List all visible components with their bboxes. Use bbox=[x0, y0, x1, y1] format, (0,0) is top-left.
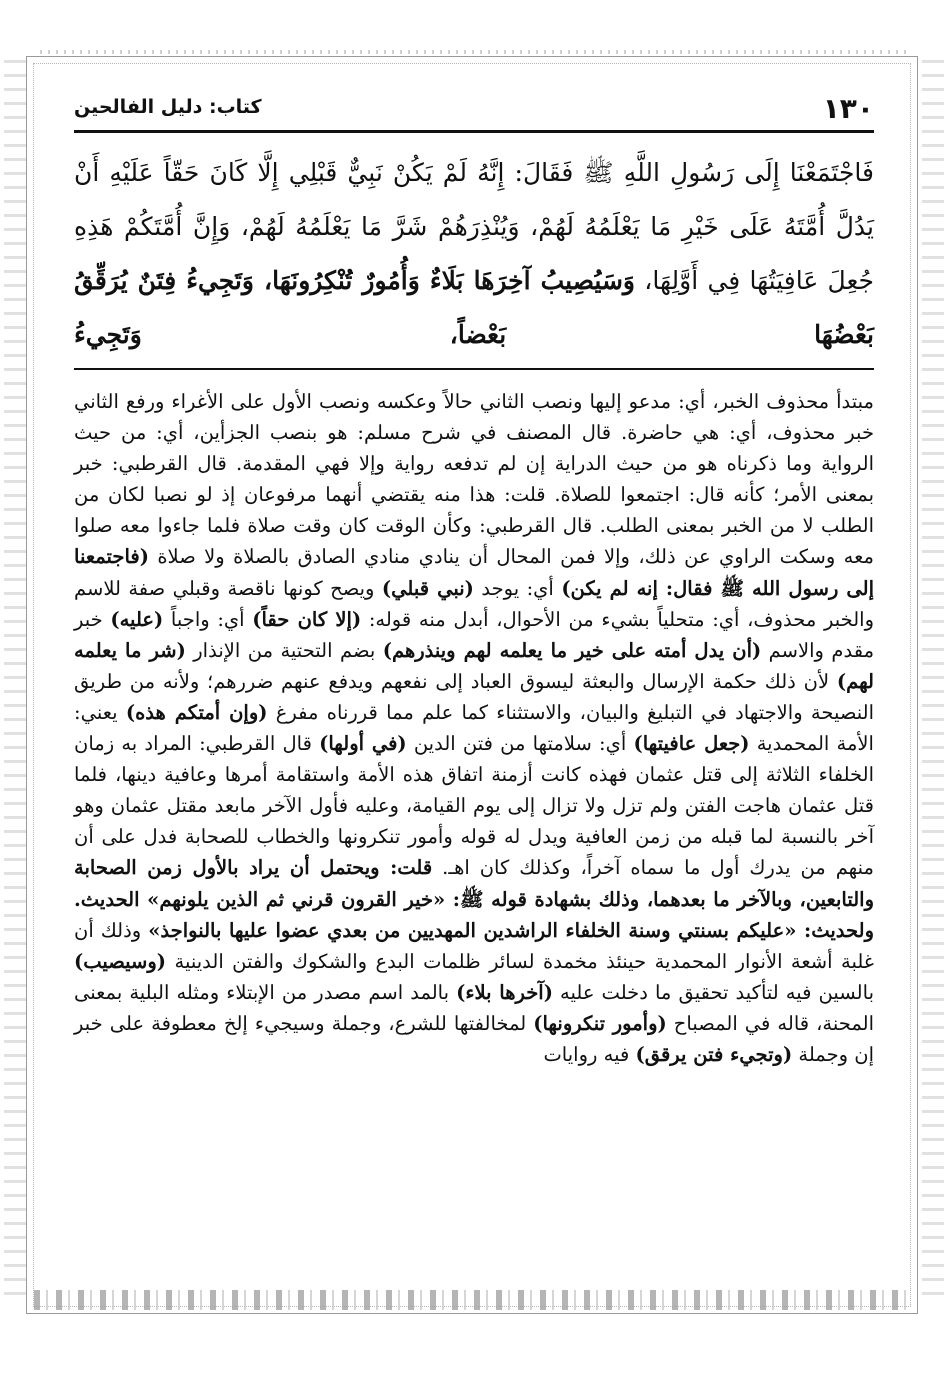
commentary-segment: بضم التحتية من الإنذار bbox=[185, 638, 383, 662]
left-ornament-border bbox=[4, 60, 26, 1300]
commentary-segment-bold: (جعل عافيتها) bbox=[633, 732, 750, 756]
hadith-segment-bold: وَسَيُصِيبُ آخِرَهَا بَلَاءٌ وَأُمُورٌ تُنْكِرُونَهَا، وَتَجِيءُ فِتَنٌ يُرَقِّقُ بَعْضُهَا بَعْضاً، وَتَجِيءُ bbox=[74, 266, 874, 349]
commentary-segment: أي: سلامتها من فتن الدين bbox=[406, 732, 634, 756]
page-number: ١٣٠ bbox=[822, 92, 874, 125]
commentary-segment-bold: (إلا كان حقاً) bbox=[252, 607, 362, 631]
commentary-segment: لأن ذلك حكمة الإرسال والبعثة ليسوق العباد إلى نفعهم ويدفع عنهم ضررهم؛ ولأنه من طريق النصيحة والاجتهاد في التبليغ والبيان، والاستثناء كما علم مما قررناه مفرغ bbox=[74, 669, 874, 724]
commentary-segment-bold: (شر ما يعلمه لهم) bbox=[74, 638, 874, 693]
commentary-segment-bold: (آخرها بلاء) bbox=[456, 980, 553, 1004]
commentary-segment-bold: (نبي قبلي) bbox=[381, 576, 474, 600]
commentary-segment: وذلك أن غلبة أشعة الأنوار المحمدية حينئذ مخمدة لسائر ظلمات البدع والشكوك والفتن الدينية bbox=[74, 918, 874, 973]
commentary-segment-bold: (عليه) bbox=[110, 607, 164, 631]
top-ornament-border bbox=[40, 50, 910, 54]
commentary-segment-bold: (وإن أمتكم هذه) bbox=[125, 700, 268, 724]
commentary-segment: بالسين فيه لتأكيد تحقيق ما دخلت عليه bbox=[552, 980, 874, 1004]
commentary-segment: أي: واجباً bbox=[163, 607, 253, 631]
page-header bbox=[74, 92, 874, 128]
commentary-segment: لمخالفتها للشرع، وجملة وسيجيء إلخ معطوفة على خبر إن وجملة bbox=[74, 1011, 874, 1066]
commentary-text bbox=[74, 386, 874, 1070]
commentary-segment: قال القرطبي: المراد به زمان الخلفاء الثلاثة إلى قتل عثمان فهذه كانت أزمنة اتفاق هذه الأمة واستقامة أمرها وعافية دينها، فلما قتل عثمان هاجت الفتن ولم تزل ولا تزال إلى يوم القيامة، وعليه فأول الآخر مابعد مقتل عثمان وهو آخر بالنسبة لما قبله من زمن العافية ويدل له قوله وأمور تنكرونها والخطاب للصحابة فدل على أن منهم من يدرك أول ما سماه آخراً، وكذلك كان اهـ. bbox=[74, 732, 874, 880]
right-ornament-border bbox=[922, 60, 944, 1300]
commentary-segment-bold: (فاجتمعنا إلى رسول الله ﷺ فقال: إنه لم يكن) bbox=[74, 545, 875, 600]
commentary-segment-bold: (في أولها) bbox=[319, 732, 407, 756]
section-divider bbox=[74, 368, 874, 370]
commentary-segment-bold: (وأمور تنكرونها) bbox=[533, 1011, 667, 1035]
commentary-segment: أي: يوجد bbox=[473, 576, 562, 600]
commentary-segment: خبر مقدم والاسم bbox=[74, 607, 875, 662]
commentary-segment-bold: قلت: ويحتمل أن يراد بالأول زمن الصحابة والتابعين، وبالآخر ما بعدهما، وذلك بشهادة قوله ﷺ: «خير القرون قرني ثم الذين يلونهم» الحديث. ولحديث: «عليكم بسنتي وسنة الخلفاء الراشدين المهديين من بعدي عضوا عليها بالنواجذ» bbox=[74, 856, 874, 942]
commentary-segment-bold: (وتجيء فتن يرقق) bbox=[635, 1042, 793, 1066]
hadith-segment: فَاجْتَمَعْنَا إِلَى رَسُولِ اللَّهِ ﷺ فَقَالَ: إِنَّهُ لَمْ يَكُنْ نَبِيٌّ قَبْلِي إِلَّا كَانَ حَقّاً عَلَيْهِ أَنْ يَدُلَّ أُمَّتَهُ عَلَى خَيْرِ مَا يَعْلَمُهُ لَهُمْ، وَيُنْذِرَهُمْ شَرَّ مَا يَعْلَمُهُ لَهُمْ، وَإِنَّ أُمَّتَكُمْ هَذِهِ جُعِلَ عَافِيَتُهَا فِي أَوَّلِهَا، bbox=[74, 158, 874, 295]
book-title: كتاب: دليل الفالحين bbox=[74, 96, 262, 118]
commentary-segment: مبتدأ محذوف الخبر، أي: مدعو إليها ونصب الثاني حالاً وعكسه ونصب الأول على الأغراء ورفع الثاني خبر محذوف، أي: هي حاضرة. قال المصنف في شرح مسلم: هو بنصب الجزأين، أي: من حيث الرواية وما ذكرناه هو من حيث الدراية إن لم تدفعه رواية وإلا فهي المقدمة. قال القرطبي: خبر بمعنى الأمر؛ كأنه قال: اجتمعوا للصلاة. قلت: هذا منه يقتضي أنهما مرفوعان إذ لو نصبا لكان من الطلب لا من الخبر بمعنى الطلب. قال القرطبي: وكأن الوقت كان وقت صلاة فلما جاءوا معه صلوا معه وسكت الراوي عن ذلك، وإلا فمن المحال أن ينادي منادي الصادق بالصلاة ولا صلاة bbox=[74, 390, 874, 569]
commentary-segment-bold: (وسيصيب) bbox=[74, 949, 167, 973]
commentary-segment: بالمد اسم مصدر من الإبتلاء ومثله البلية بمعنى المحنة، قاله في المصباح bbox=[74, 980, 874, 1035]
commentary-segment: ويصح كونها ناقصة وقبلي صفة للاسم والخبر محذوف، أي: متحلياً بشيء من الأحوال، أبدل منه قوله: bbox=[74, 576, 874, 631]
header-rule bbox=[74, 130, 874, 133]
commentary-segment-bold: (أن يدل أمته على خير ما يعلمه لهم وينذرهم) bbox=[382, 638, 762, 662]
commentary-segment: يعني: الأمة المحمدية bbox=[74, 700, 874, 756]
commentary-segment: فيه روايات bbox=[543, 1042, 636, 1066]
bottom-ornament-border bbox=[34, 1290, 914, 1310]
hadith-text bbox=[74, 146, 874, 362]
